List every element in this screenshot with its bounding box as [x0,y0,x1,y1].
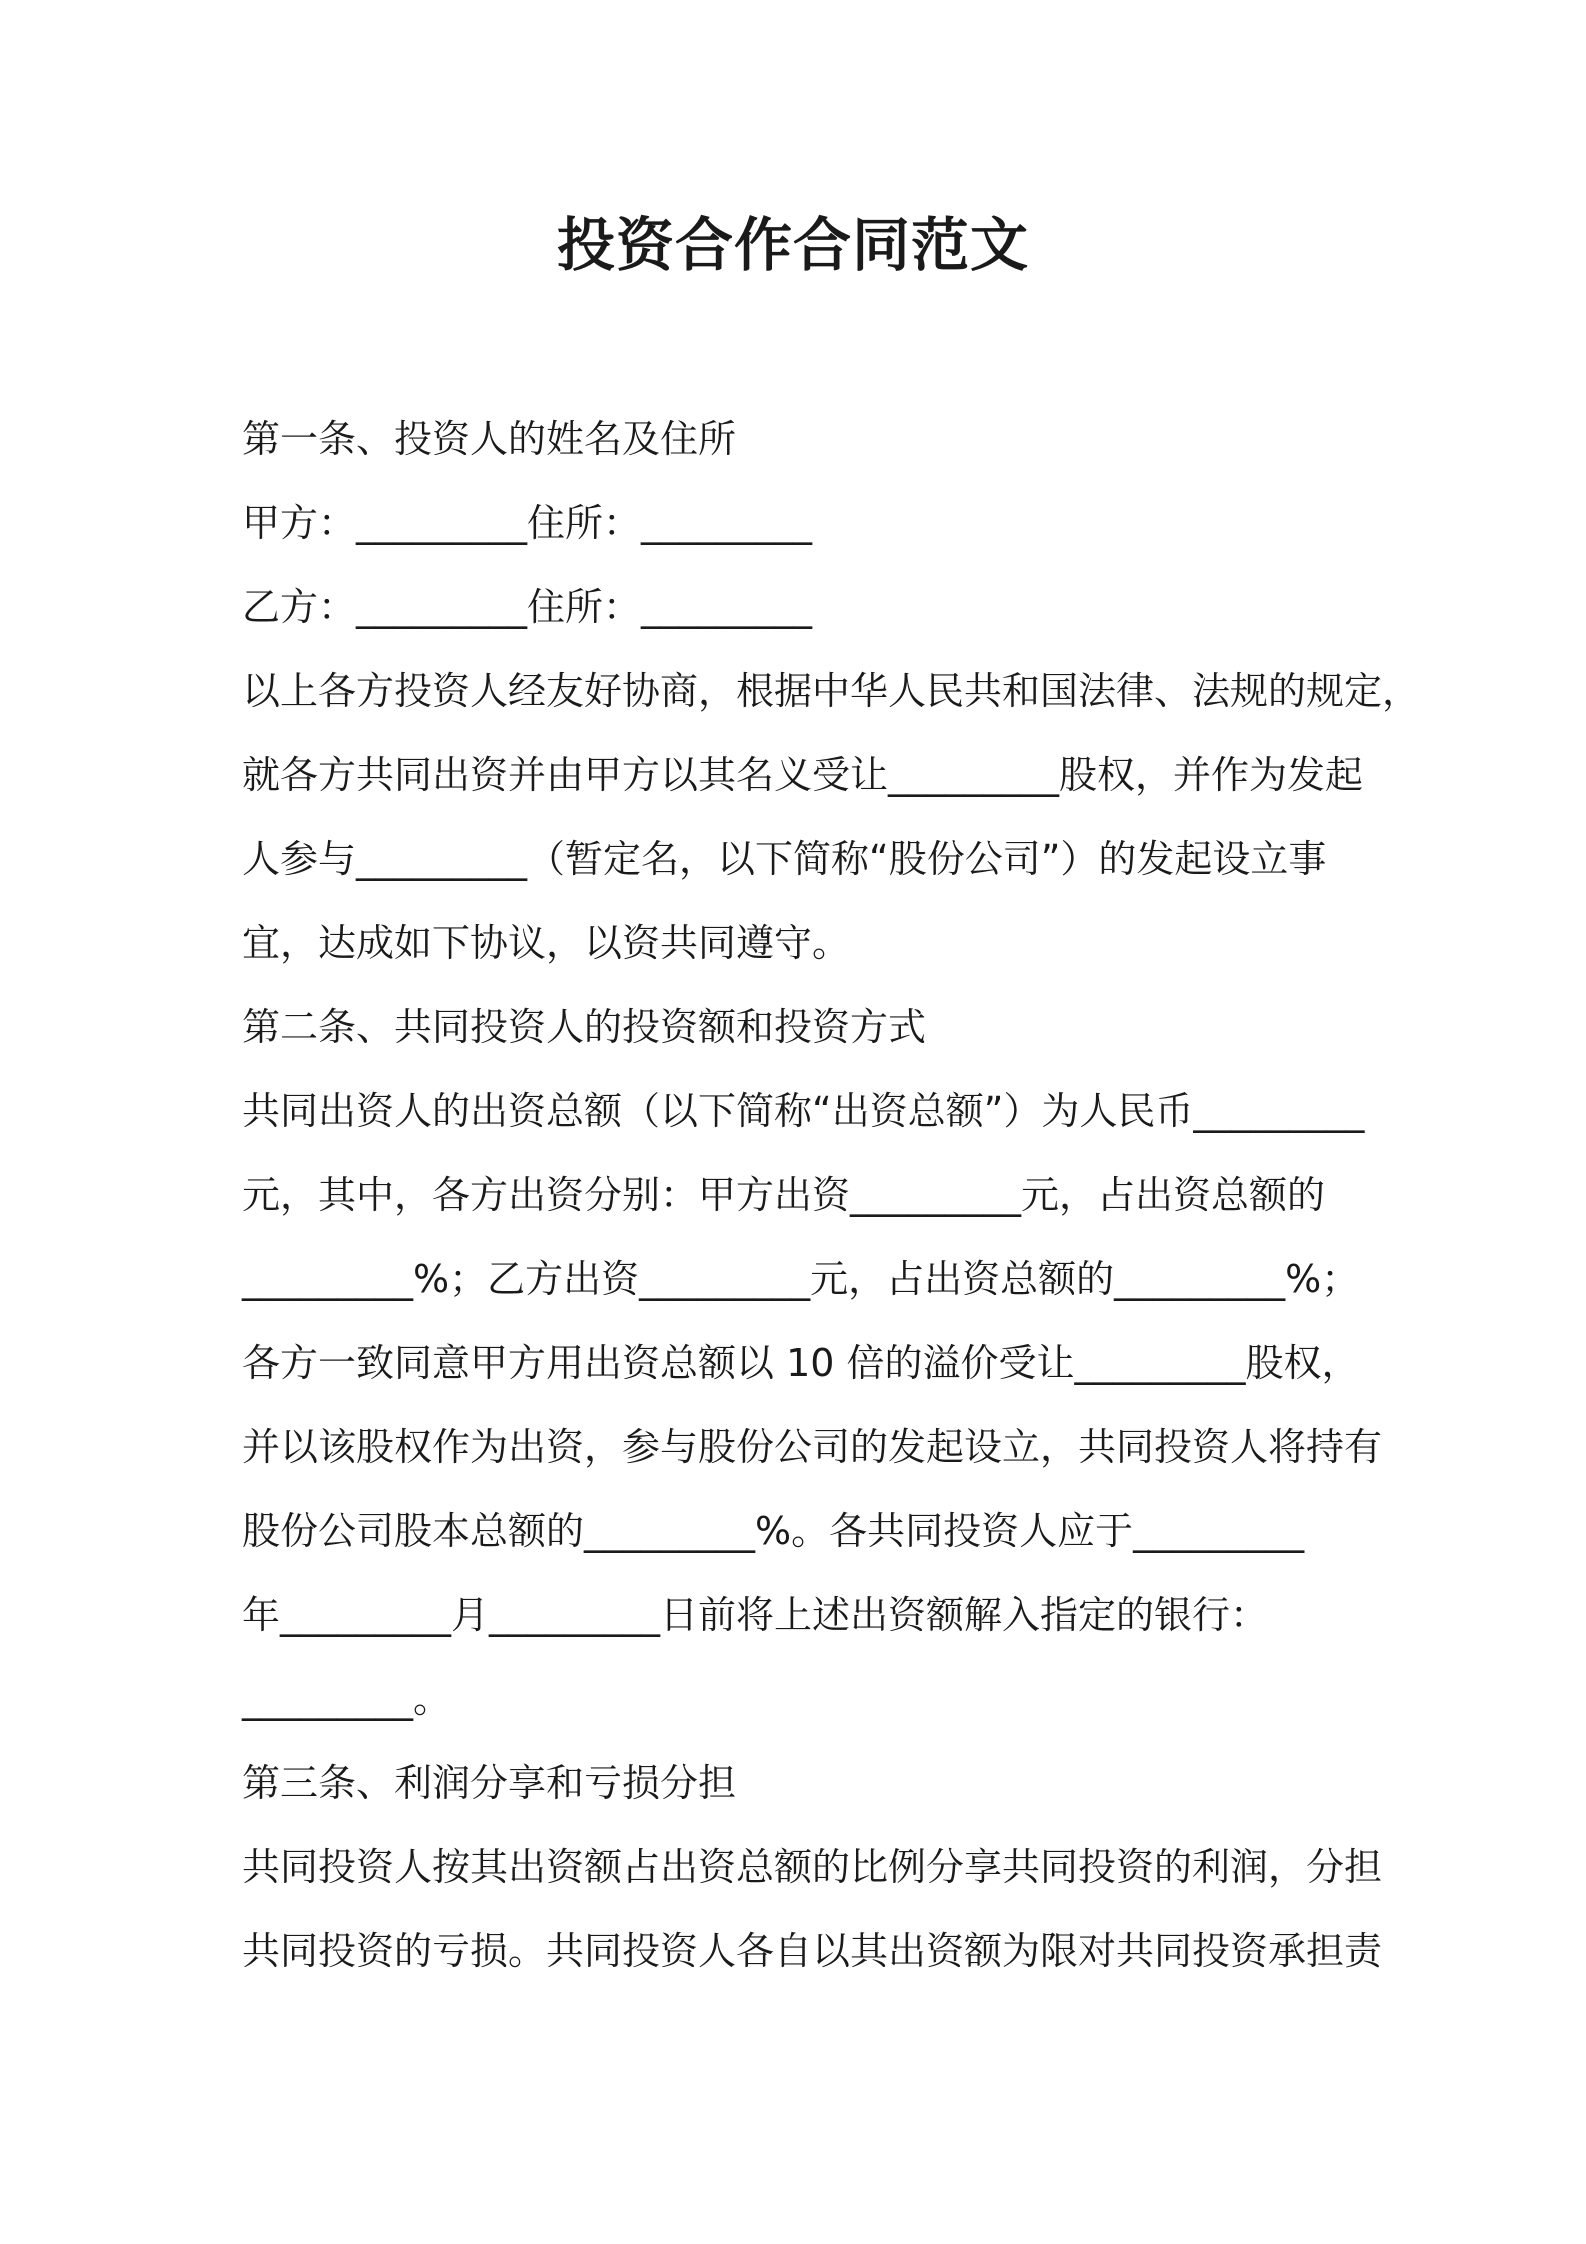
document-title: 投资合作合同范文 [556,211,1029,279]
paragraph-line: 宜，达成如下协议，以资共同遵守。 [242,921,851,965]
article-3-heading: 第三条、利润分享和亏损分担 [242,1761,737,1805]
paragraph-line: _________。 [242,1677,452,1721]
paragraph-line: 以上各方投资人经友好协商，根据中华人民共和国法律、法规的规定， [242,669,1421,713]
paragraph-line: 人参与_________（暂定名，以下简称“股份公司”）的发起设立事 [242,837,1327,881]
paragraph-line: 元，其中，各方出资分别：甲方出资_________元，占出资总额的 [242,1173,1326,1217]
article-2-heading: 第二条、共同投资人的投资额和投资方式 [242,1005,927,1049]
paragraph-line: _________%；乙方出资_________元，占出资总额的_________%； [242,1257,1360,1301]
paragraph-line: 股份公司股本总额的_________%。各共同投资人应于_________ [242,1509,1305,1553]
paragraph-line: 共同投资人按其出资额占出资总额的比例分享共同投资的利润，分担 [242,1845,1383,1889]
paragraph-line: 各方一致同意甲方用出资总额以 10 倍的溢价受让_________股权， [242,1341,1360,1385]
party-a-line: 甲方：_________住所：_________ [242,501,813,545]
paragraph-line: 共同出资人的出资总额（以下简称“出资总额”）为人民币_________ [242,1089,1365,1133]
paragraph-line: 并以该股权作为出资，参与股份公司的发起设立，共同投资人将持有 [242,1425,1383,1469]
party-b-line: 乙方：_________住所：_________ [242,585,813,629]
article-1-heading: 第一条、投资人的姓名及住所 [242,417,737,461]
paragraph-line: 共同投资的亏损。共同投资人各自以其出资额为限对共同投资承担责 [242,1929,1383,1973]
paragraph-line: 年_________月_________日前将上述出资额解入指定的银行： [242,1593,1269,1637]
paragraph-line: 就各方共同出资并由甲方以其名义受让_________股权，并作为发起 [242,753,1364,797]
